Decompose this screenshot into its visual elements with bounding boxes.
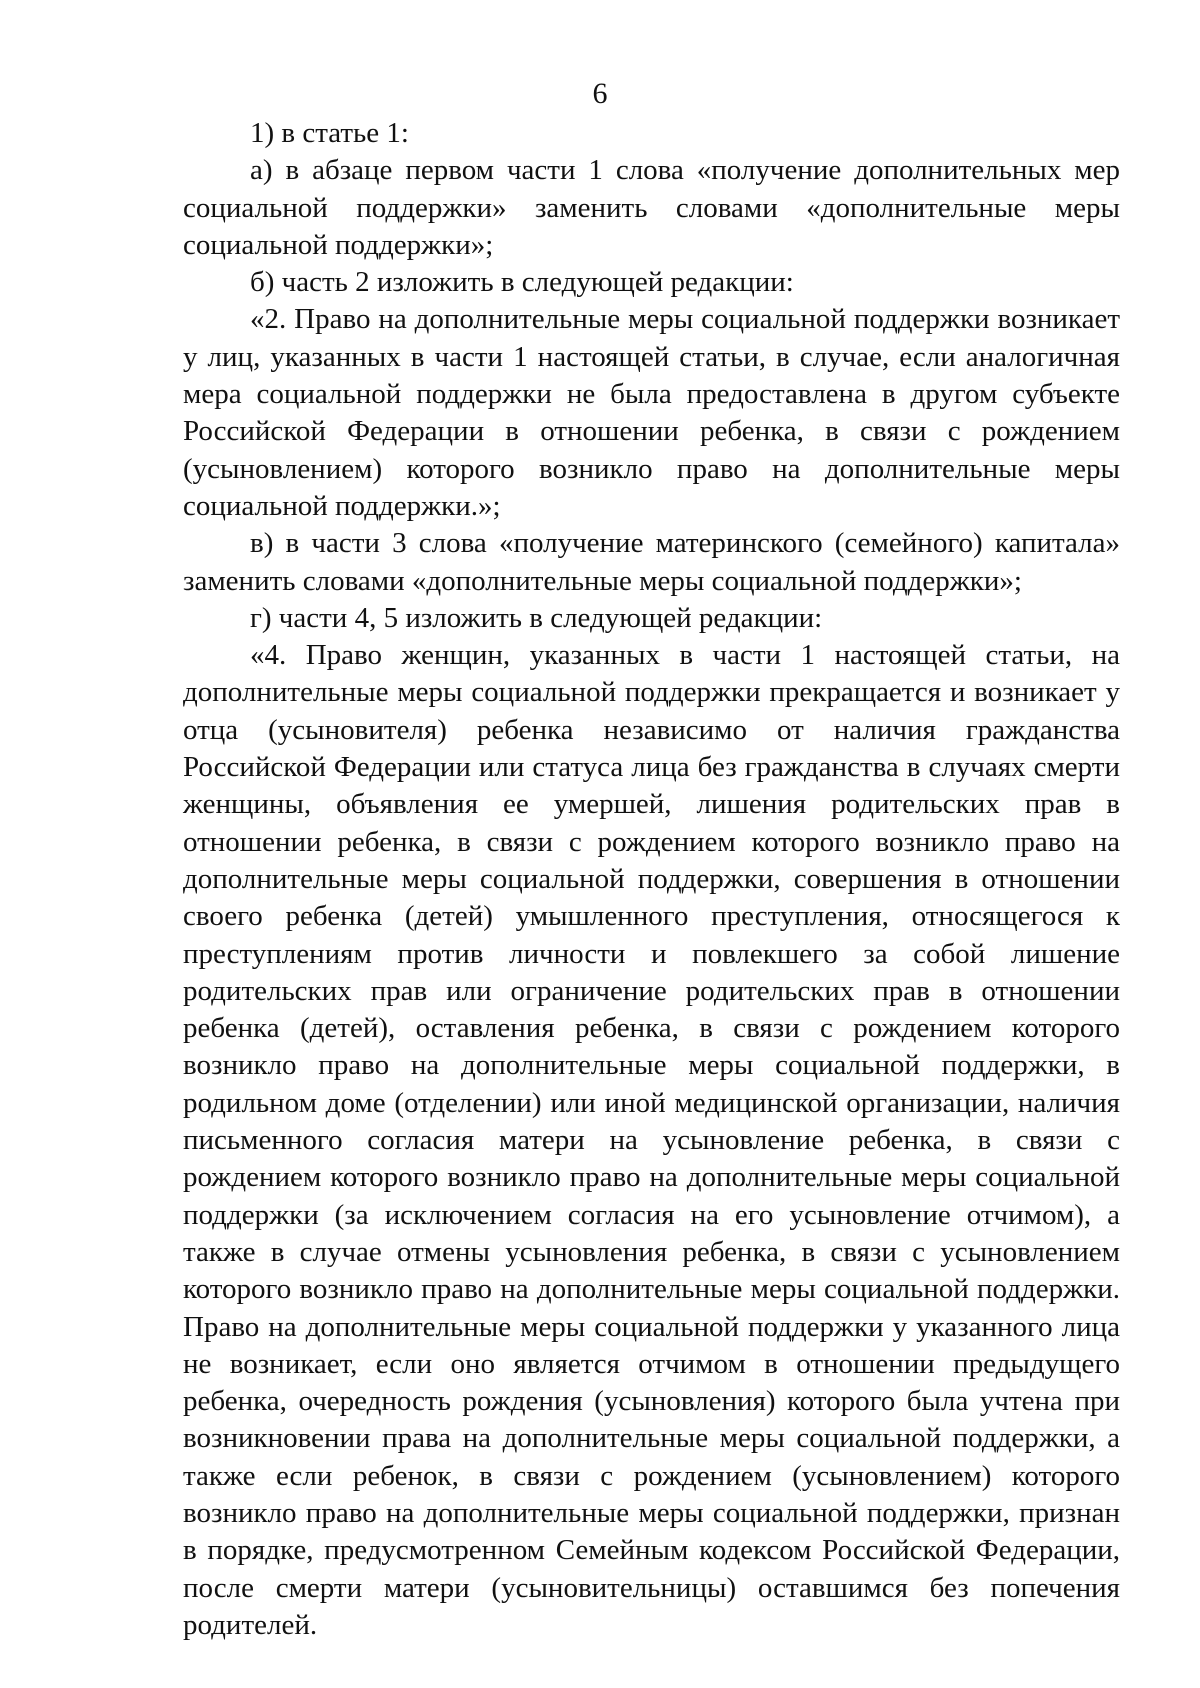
paragraph-item-b: б) часть 2 изложить в следующей редакции:	[250, 266, 794, 299]
paragraph-article-1: 1) в статье 1:	[250, 117, 409, 149]
document-body	[183, 115, 1120, 1644]
paragraph-item-g: г) части 4, 5 изложить в следующей редакции:	[250, 601, 823, 634]
paragraph-item-a: а) в абзаце первом части 1 слова «получение дополнительных мер социальной поддержки» заменить словами «дополнительные меры социальной поддержки»;	[183, 154, 1120, 261]
paragraph-part-2-text: «2. Право на дополнительные меры социальной поддержки возникает у лиц, указанных в части 1 настоящей статьи, в случае, если аналогичная мера социальной поддержки не была предоставлена в другом субъекте Российской Федерации в отношении ребенка, в связи с рождением (усыновлением) которого возникло право на дополнительные меры социальной поддержки.»;	[183, 303, 1120, 522]
paragraph-item-v: в) в части 3 слова «получение материнского (семейного) капитала» заменить словами «дополнительные меры социальной поддержки»;	[183, 527, 1120, 597]
paragraph-part-4-text: «4. Право женщин, указанных в части 1 настоящей статьи, на дополнительные меры социальной поддержки прекращается и возникает у отца (усыновителя) ребенка независимо от наличия гражданства Российской Федерации или статуса лица без гражданства в случаях смерти женщины, объявления ее умершей, лишения родительских прав в отношении ребенка, в связи с рождением которого возникло право на дополнительные меры социальной поддержки, совершения в отношении своего ребенка (детей) умышленного преступления, относящегося к преступлениям против личности и повлекшего за собой лишение родительских прав или ограничение родительских прав в отношении ребенка (детей), оставления ребенка, в связи с рождением которого возникло право на дополнительные меры социальной поддержки, в родильном доме (отделении) или иной медицинской организации, наличия письменного согласия матери на усыновление ребенка, в связи с рождением которого возникло право на дополнительные меры социальной поддержки (за исключением согласия на его усыновление отчимом), а также в случае отмены усыновления ребенка, в связи с усыновлением которого возникло право на дополнительные меры социальной поддержки. Право на дополнительные меры социальной поддержки у указанного лица не возникает, если оно является отчимом в отношении предыдущего ребенка, очередность рождения (усыновления) которого была учтена при возникновении права на дополнительные меры социальной поддержки, а также если ребенок, в связи с рождением (усыновлением) которого возникло право на дополнительные меры социальной поддержки, признан в порядке, предусмотренном Семейным кодексом Российской Федерации, после смерти матери (усыновительницы) оставшимся без попечения родителей.	[183, 639, 1120, 1641]
page-number: 6	[592, 77, 608, 110]
